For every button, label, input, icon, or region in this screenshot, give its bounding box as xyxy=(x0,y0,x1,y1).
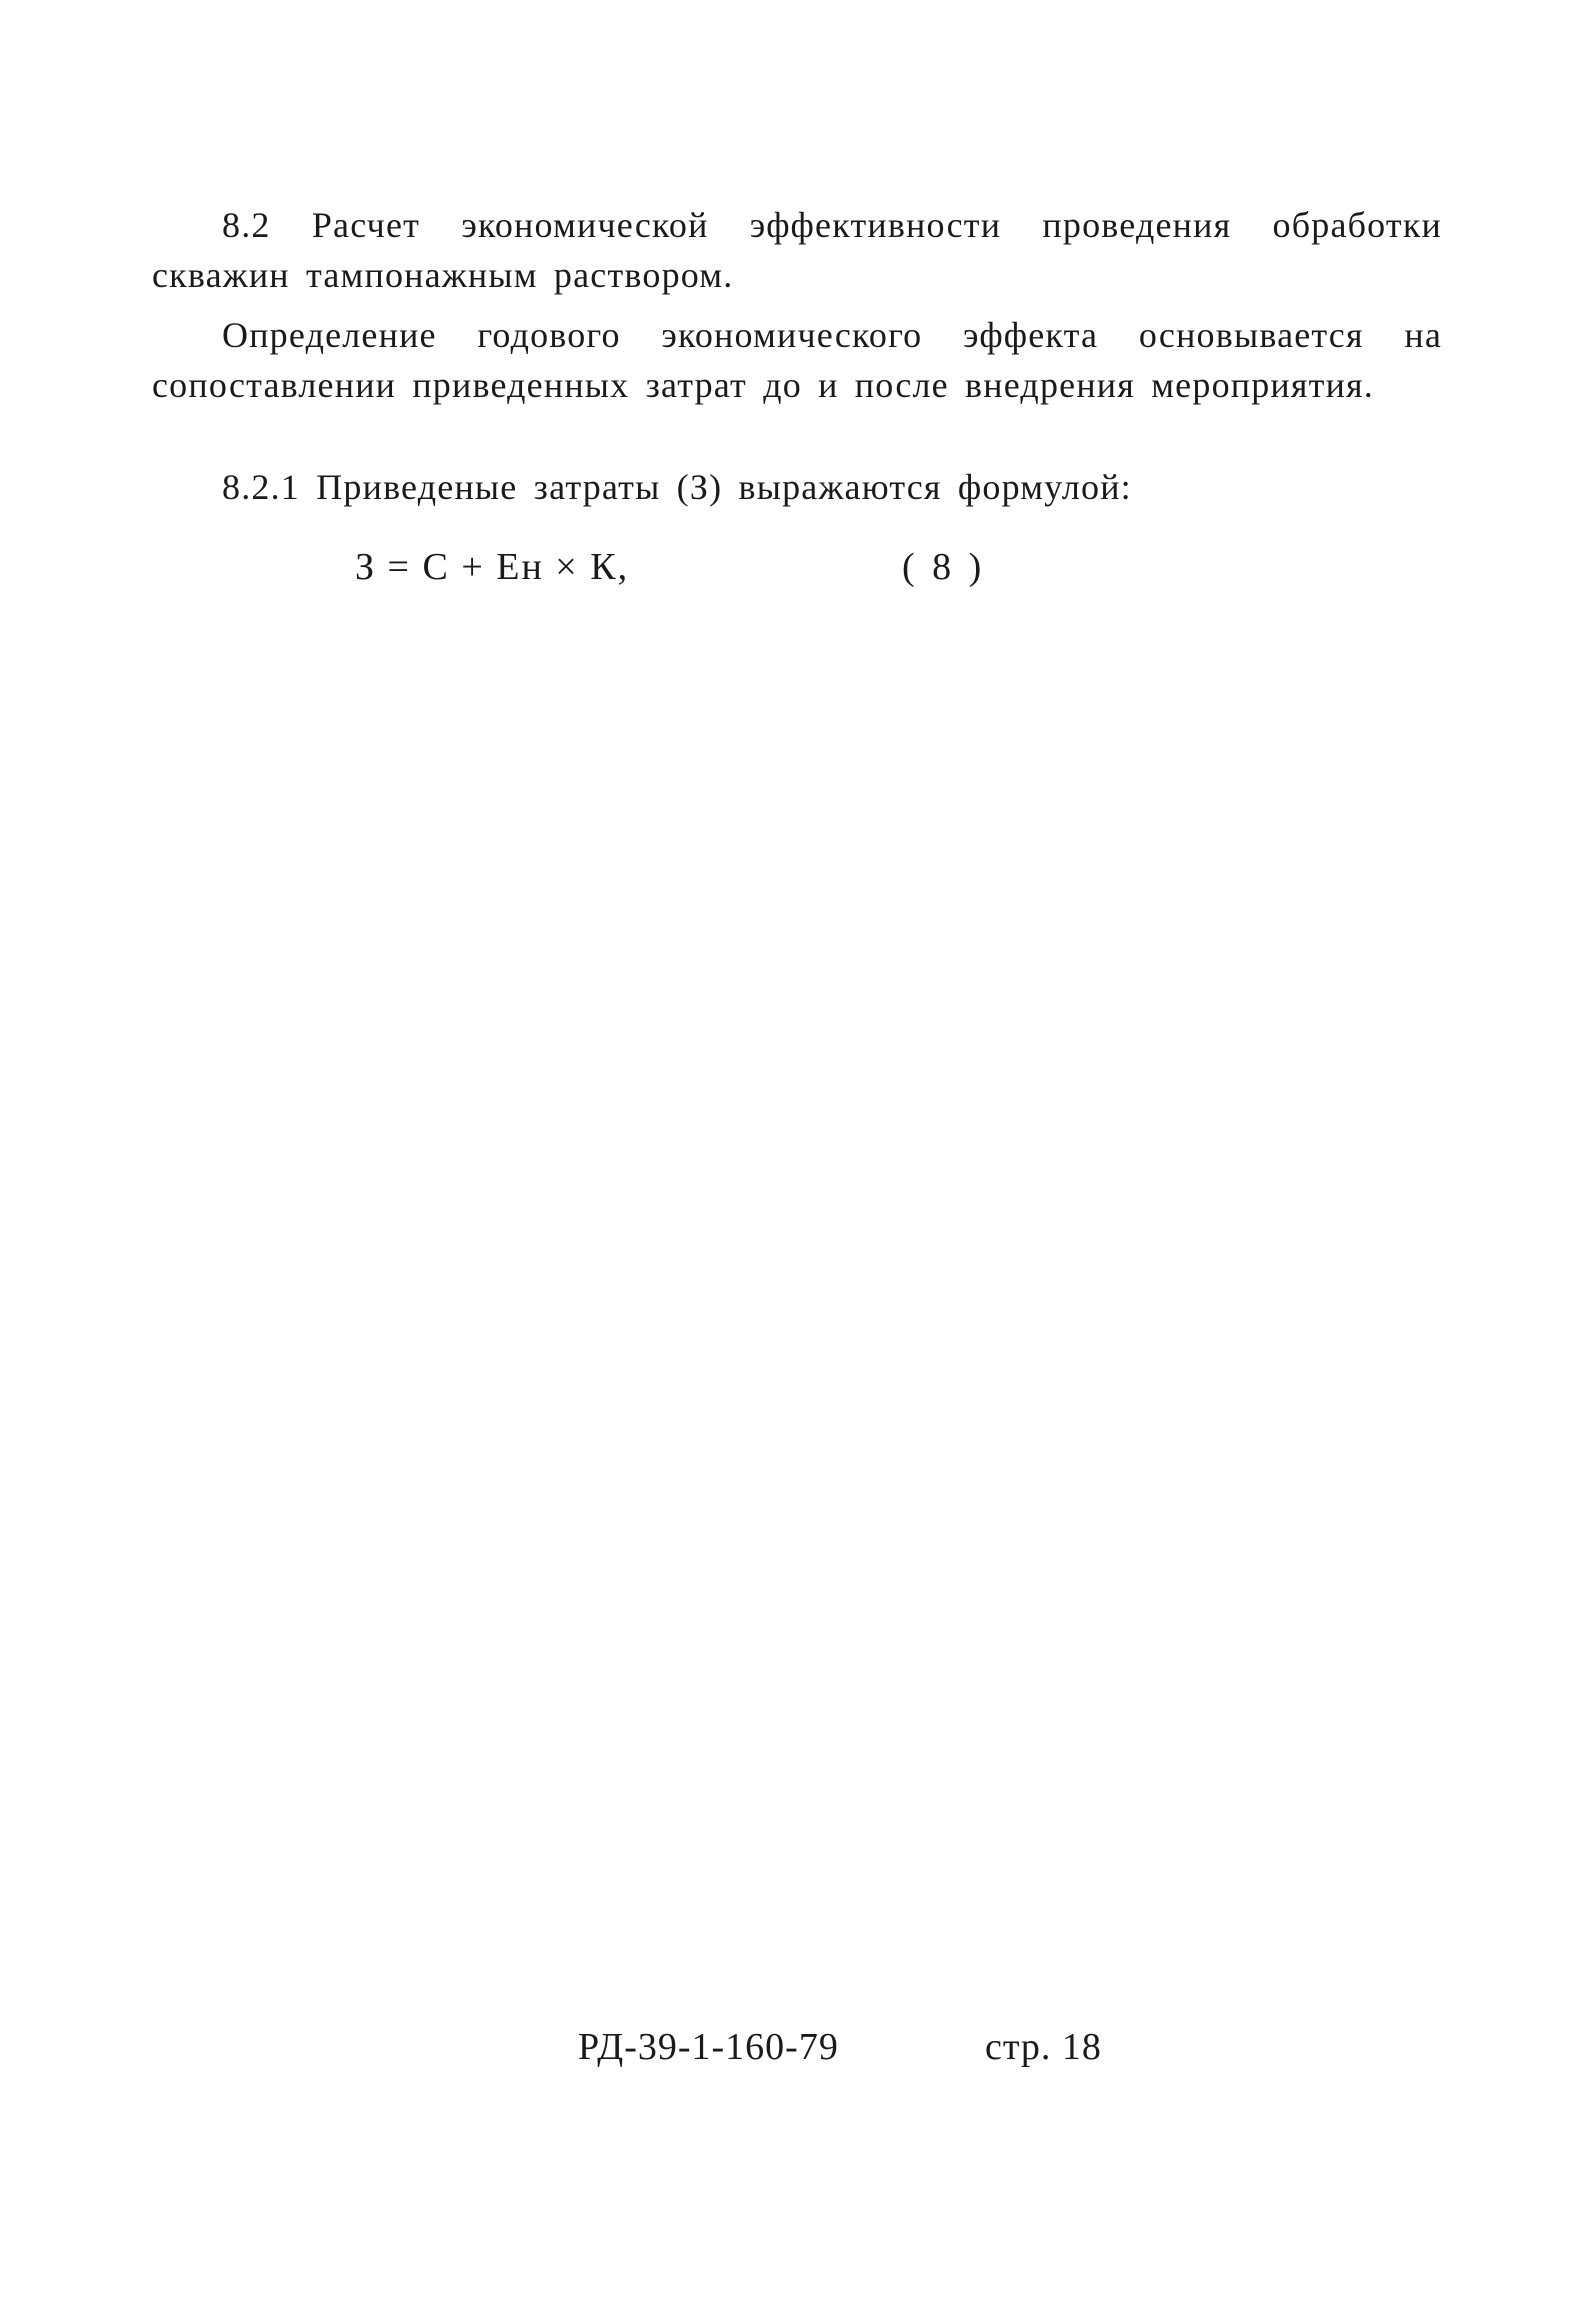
definition-paragraph: Определение годового экономического эффекта основывается на сопоставлении приведенных затрат до и после внедрения мероприятия. xyxy=(152,315,1442,405)
section-8-2-heading-paragraph: 8.2 Расчет экономической эффективности проведения обработки скважин тампонажным раствором. xyxy=(152,205,1442,295)
subsection-8-2-1-paragraph: 8.2.1 Приведеные затраты (З) выражаются формулой: xyxy=(222,467,1132,507)
formula-number: ( 8 ) xyxy=(902,546,986,588)
footer-document-code: РД-39-1-160-79 xyxy=(578,2026,839,2068)
formula-expression: З = С + Ен × К, xyxy=(355,546,630,588)
footer-page-number: стр. 18 xyxy=(985,2026,1102,2068)
